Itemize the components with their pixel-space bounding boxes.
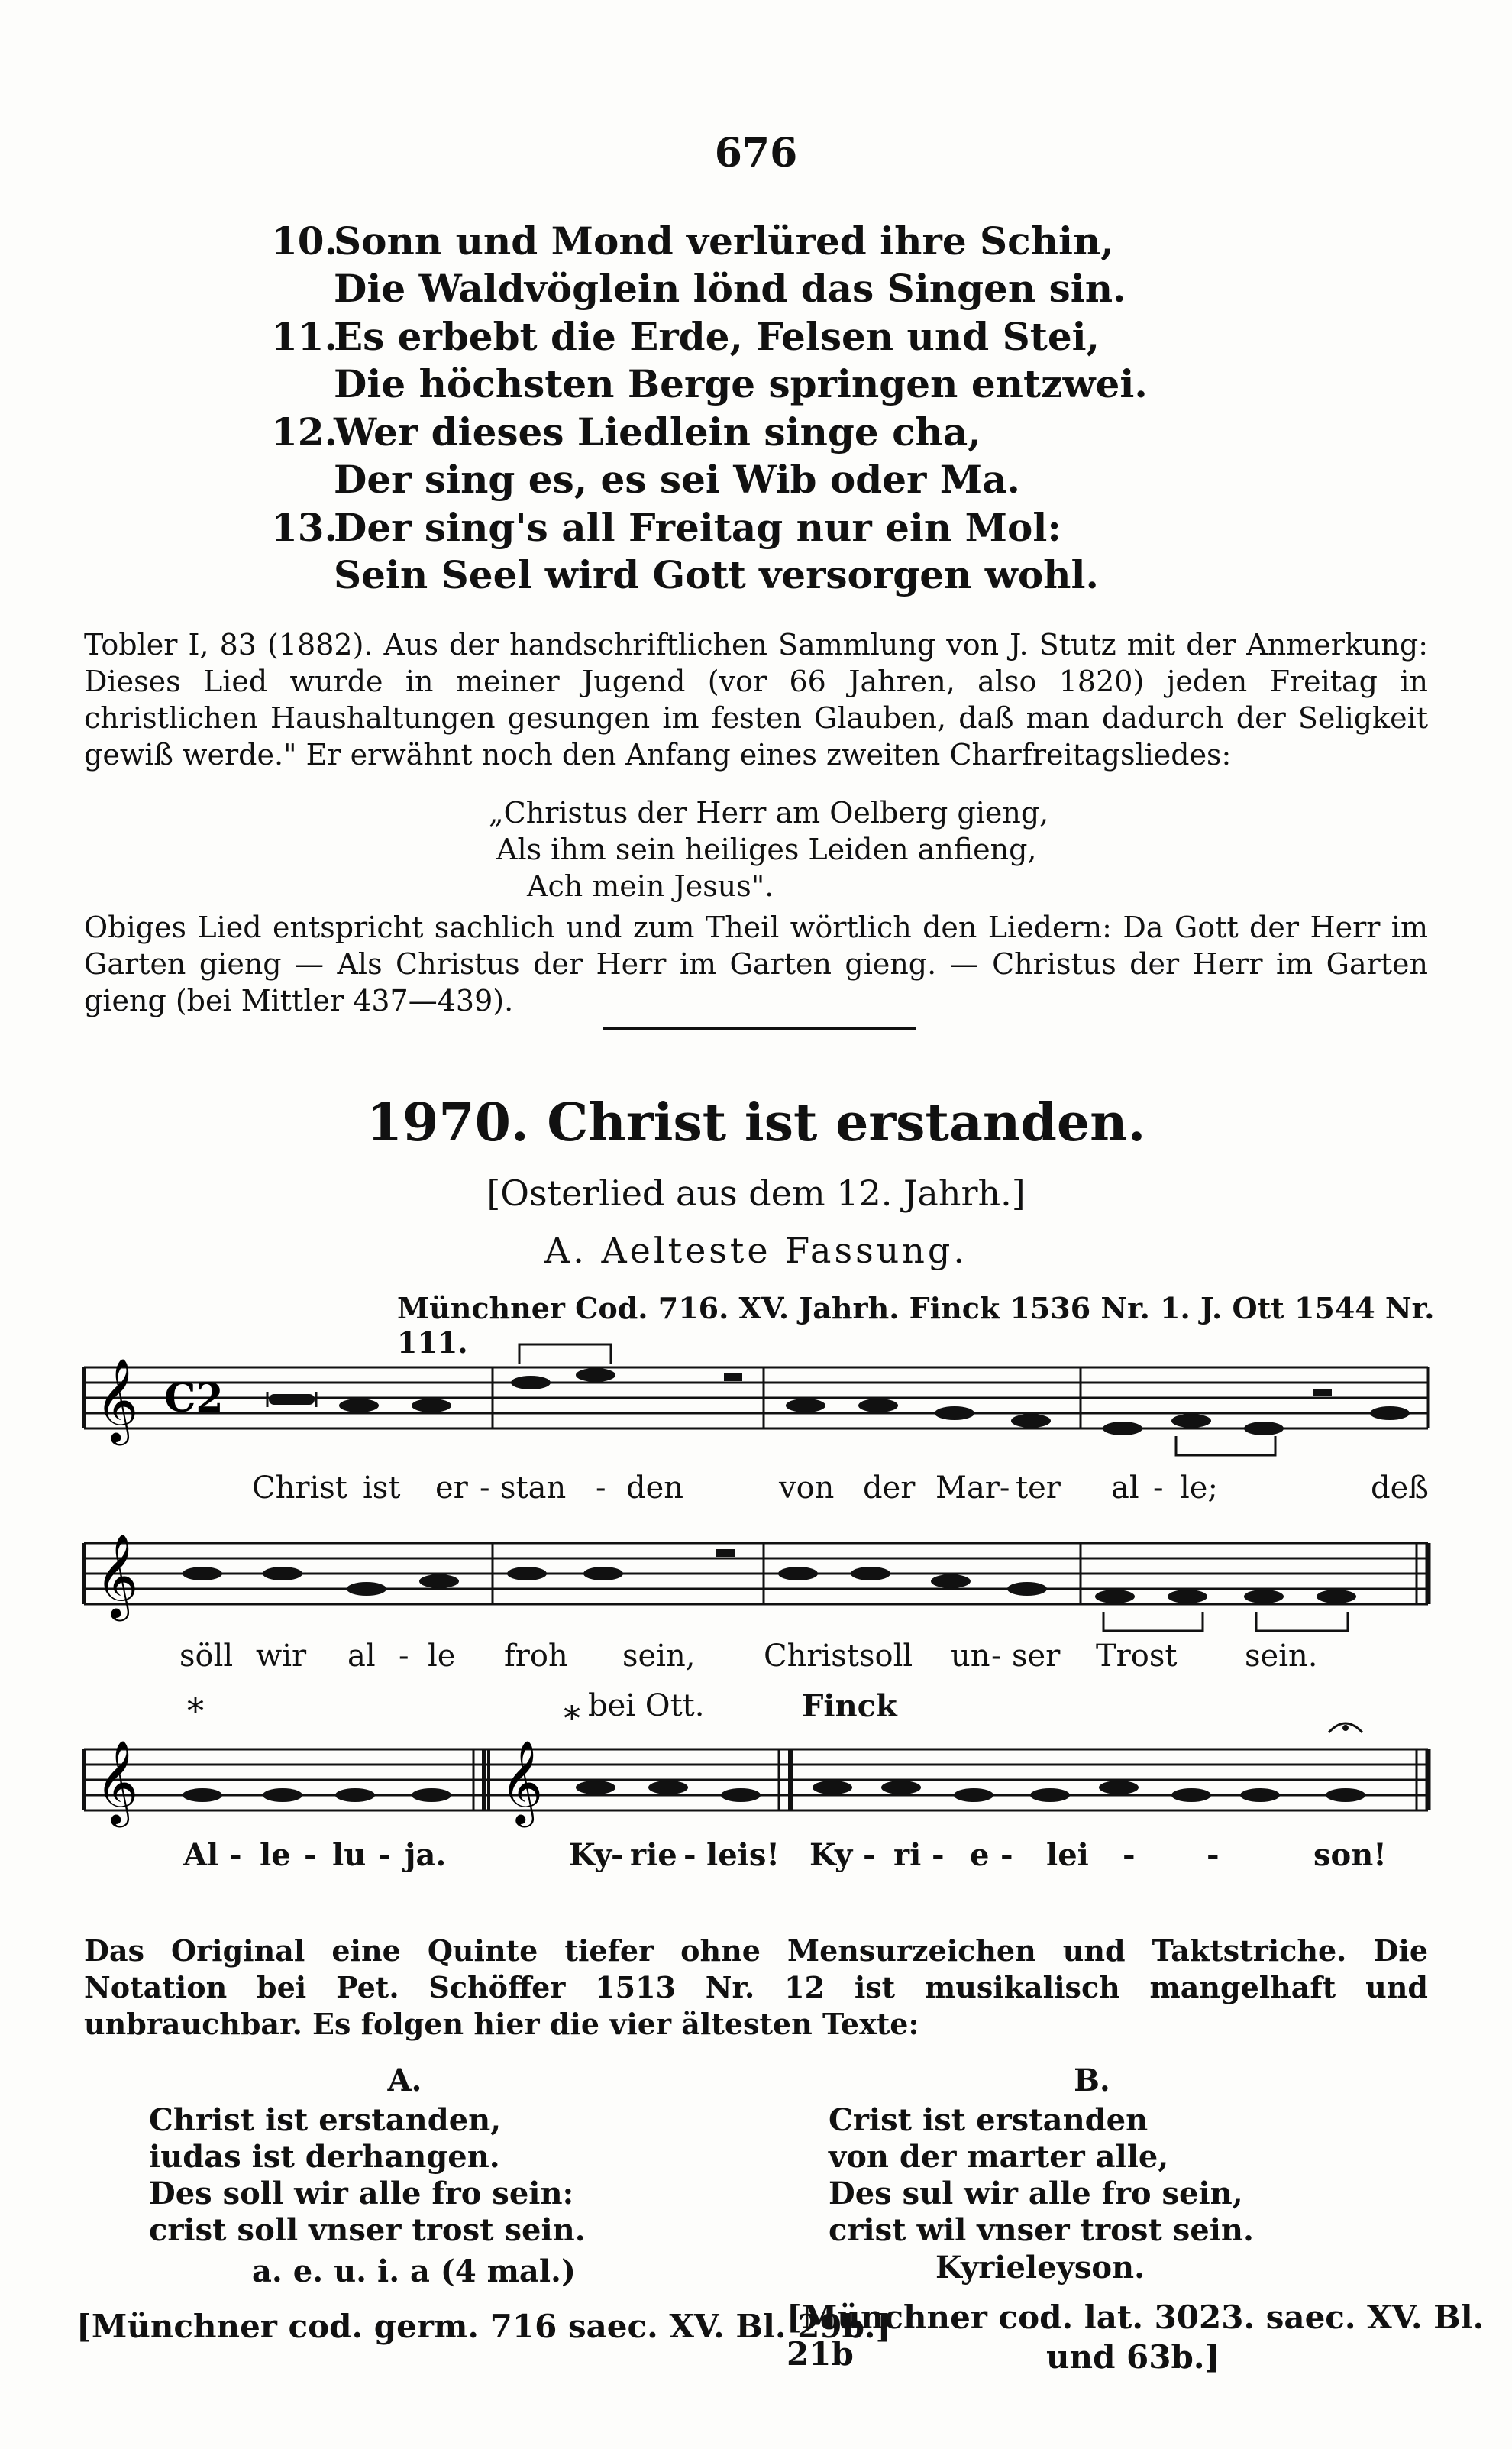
music-staff-2 — [0, 1497, 1512, 1658]
text-line: crist soll vnser trost sein. — [149, 2212, 586, 2248]
lyric-syllable: sein. — [1245, 1639, 1318, 1674]
song-title: 1970. Christ ist erstanden. — [366, 1092, 1146, 1153]
lyric-syllable: - — [378, 1837, 391, 1873]
text-line: Des sul wir alle fro sein, — [829, 2176, 1243, 2211]
lyric-syllable: - — [991, 1639, 1002, 1674]
lyric-syllable: Mar- — [935, 1470, 1010, 1506]
lyric-syllable: ser — [1012, 1639, 1061, 1674]
lyric-syllable: lu — [332, 1837, 367, 1873]
lyric-syllable: le; — [1180, 1470, 1218, 1506]
annotation-ott: bei Ott. — [588, 1688, 705, 1723]
asterisk-marker: * — [187, 1692, 204, 1731]
verse-number: 12. — [271, 409, 338, 455]
lyric-syllable: - — [399, 1639, 409, 1674]
lyric-syllable: - — [304, 1837, 317, 1873]
lyric-syllable: Christ — [764, 1639, 859, 1674]
lyric-syllable: soll — [859, 1639, 913, 1674]
verse-12 — [271, 409, 1020, 503]
lyric-syllable: - — [480, 1470, 490, 1506]
text-b-lines — [829, 2102, 1254, 2249]
lyric-syllable: le — [260, 1837, 291, 1873]
lyric-syllable: e — [970, 1837, 990, 1873]
lyrics-line-2 — [0, 1639, 1512, 1684]
lyric-syllable: Christ — [252, 1470, 347, 1506]
lyric-syllable: Al — [183, 1837, 219, 1873]
text-line: iudas ist derhangen. — [149, 2139, 500, 2175]
lyric-syllable: - — [1207, 1837, 1220, 1873]
text-b-refrain: Kyrieleyson. — [935, 2250, 1145, 2286]
lyric-syllable: leis! — [706, 1837, 780, 1873]
verse-line: Der sing's all Freitag nur ein Mol: — [334, 505, 1061, 550]
lyric-syllable: - — [1153, 1470, 1164, 1506]
lyric-syllable: son! — [1313, 1837, 1387, 1873]
verse-line: Die Waldvöglein lönd das Singen sin. — [334, 266, 1126, 311]
text-line: Des soll wir alle fro sein: — [149, 2176, 574, 2211]
text-b-heading: B. — [1074, 2062, 1110, 2098]
lyric-syllable: von — [779, 1470, 835, 1506]
lyric-syllable: der — [863, 1470, 916, 1506]
annotation-finck: Finck — [802, 1688, 897, 1724]
page-number: 676 — [714, 130, 798, 176]
text-line: Christ ist erstanden, — [149, 2102, 502, 2138]
asterisk-marker: * — [564, 1700, 580, 1739]
lyric-syllable: le — [428, 1639, 456, 1674]
text-a-lines — [149, 2102, 586, 2249]
quote-line: „Christus der Herr am Oelberg gieng, — [489, 796, 1049, 830]
verse-13 — [271, 504, 1099, 599]
music-staff-3 — [0, 1703, 1512, 1856]
time-signature: C2 — [164, 1375, 224, 1422]
treble-clef: 𝄞 — [95, 1534, 139, 1618]
quote-line: Ach mein Jesus". — [527, 869, 774, 903]
song-version: A. Aelteste Fassung. — [544, 1230, 968, 1271]
editorial-note: Das Original eine Quinte tiefer ohne Mensurzeichen und Taktstriche. Die Notation bei Pet. Schöffer 1513 Nr. 12 ist musikalisch mangelhaft und unbrauchbar. Es folgen hier die vier ältesten Texte: — [84, 1933, 1428, 2041]
song-sources: Münchner Cod. 716. XV. Jahrh. Finck 1536 Nr. 1. J. Ott 1544 Nr. 111. — [397, 1291, 1435, 1360]
lyric-syllable: deß — [1371, 1470, 1429, 1506]
verse-line: Es erbebt die Erde, Felsen und Stei, — [334, 314, 1100, 359]
lyrics-line-3 — [0, 1837, 1512, 1883]
text-b-source-line-2: und 63b.] — [1046, 2338, 1220, 2376]
verse-number: 13. — [271, 505, 338, 550]
treble-clef: 𝄞 — [95, 1358, 139, 1442]
lyric-syllable: ja. — [405, 1837, 447, 1873]
treble-clef: 𝄞 — [95, 1740, 139, 1824]
lyric-syllable: ri — [893, 1837, 922, 1873]
verse-line: Die höchsten Berge springen entzwei. — [334, 361, 1148, 406]
verse-line: Wer dieses Liedlein singe cha, — [334, 409, 981, 455]
lyric-syllable: - — [596, 1470, 606, 1506]
lyric-syllable: Trost — [1096, 1639, 1178, 1674]
lyric-syllable: al — [1111, 1470, 1139, 1506]
quote-line: Als ihm sein heiliges Leiden anfieng, — [496, 833, 1037, 866]
lyric-syllable: - — [229, 1837, 242, 1873]
lyric-syllable: al — [347, 1639, 376, 1674]
quote-block — [489, 794, 1048, 904]
lyric-syllable: rie — [630, 1837, 677, 1873]
verse-line: Der sing es, es sei Wib oder Ma. — [334, 457, 1020, 502]
text-a-heading: A. — [387, 2062, 422, 2098]
lyric-syllable: stan — [500, 1470, 567, 1506]
lyric-syllable: ter — [1016, 1470, 1061, 1506]
treble-clef: 𝄞 — [500, 1740, 544, 1824]
text-line: crist wil vnser trost sein. — [829, 2212, 1254, 2248]
lyric-syllable: un — [951, 1639, 990, 1674]
lyric-syllable: froh — [504, 1639, 568, 1674]
lyric-syllable: - — [932, 1837, 945, 1873]
text-line: von der marter alle, — [829, 2139, 1169, 2175]
lyric-syllable: ist — [363, 1470, 401, 1506]
text-b-source-line-1: [Münchner cod. lat. 3023. saec. XV. Bl. 21b — [787, 2299, 1485, 2373]
lyric-syllable: Ky — [569, 1837, 612, 1873]
lyric-syllable: söll — [179, 1639, 234, 1674]
lyric-syllable: wir — [256, 1639, 307, 1674]
lyric-syllable: sein, — [622, 1639, 696, 1674]
verse-number: 10. — [271, 218, 338, 264]
lyric-syllable: - — [863, 1837, 876, 1873]
lyric-syllable: den — [626, 1470, 684, 1506]
comparison-paragraph: Obiges Lied entspricht sachlich und zum Theil wörtlich den Liedern: Da Gott der Herr im Garten gieng — Als Christus der Herr im Garten gieng. — Christus der Herr im Garten gieng (bei Mittler 437—439). — [84, 911, 1428, 1017]
verse-11 — [271, 313, 1148, 408]
text-a-refrain: a. e. u. i. a (4 mal.) — [252, 2253, 576, 2289]
lyric-syllable: er — [435, 1470, 468, 1506]
verse-line: Sonn und Mond verlüred ihre Schin, — [334, 218, 1114, 264]
lyric-syllable: Ky — [809, 1837, 853, 1873]
note-paragraph: Tobler I, 83 (1882). Aus der handschriftlichen Sammlung von J. Stutz mit der Anmerkung: Dieses Lied wurde in meiner Jugend (vor 66 Jahren, also 1820) jeden Freitag in christlichen Haushaltungen gesungen im festen Glauben, daß man dadurch der Seligkeit gewiß werde." Er erwähnt noch den Anfang eines zweiten Charfreitagsliedes: — [84, 628, 1428, 772]
song-subtitle: [Osterlied aus dem 12. Jahrh.] — [486, 1173, 1026, 1214]
text-line: Crist ist erstanden — [829, 2102, 1149, 2138]
lyric-syllable: lei — [1046, 1837, 1089, 1873]
lyric-syllable: - — [611, 1837, 624, 1873]
verse-number: 11. — [271, 314, 338, 359]
lyric-syllable: - — [1123, 1837, 1136, 1873]
text-a-source: [Münchner cod. germ. 716 saec. XV. Bl. 29b.] — [76, 2308, 891, 2345]
verse-line: Sein Seel wird Gott versorgen wohl. — [334, 552, 1099, 597]
lyric-syllable: - — [683, 1837, 696, 1873]
verse-10 — [271, 218, 1126, 312]
lyric-syllable: - — [1000, 1837, 1013, 1873]
section-divider — [603, 1027, 916, 1030]
